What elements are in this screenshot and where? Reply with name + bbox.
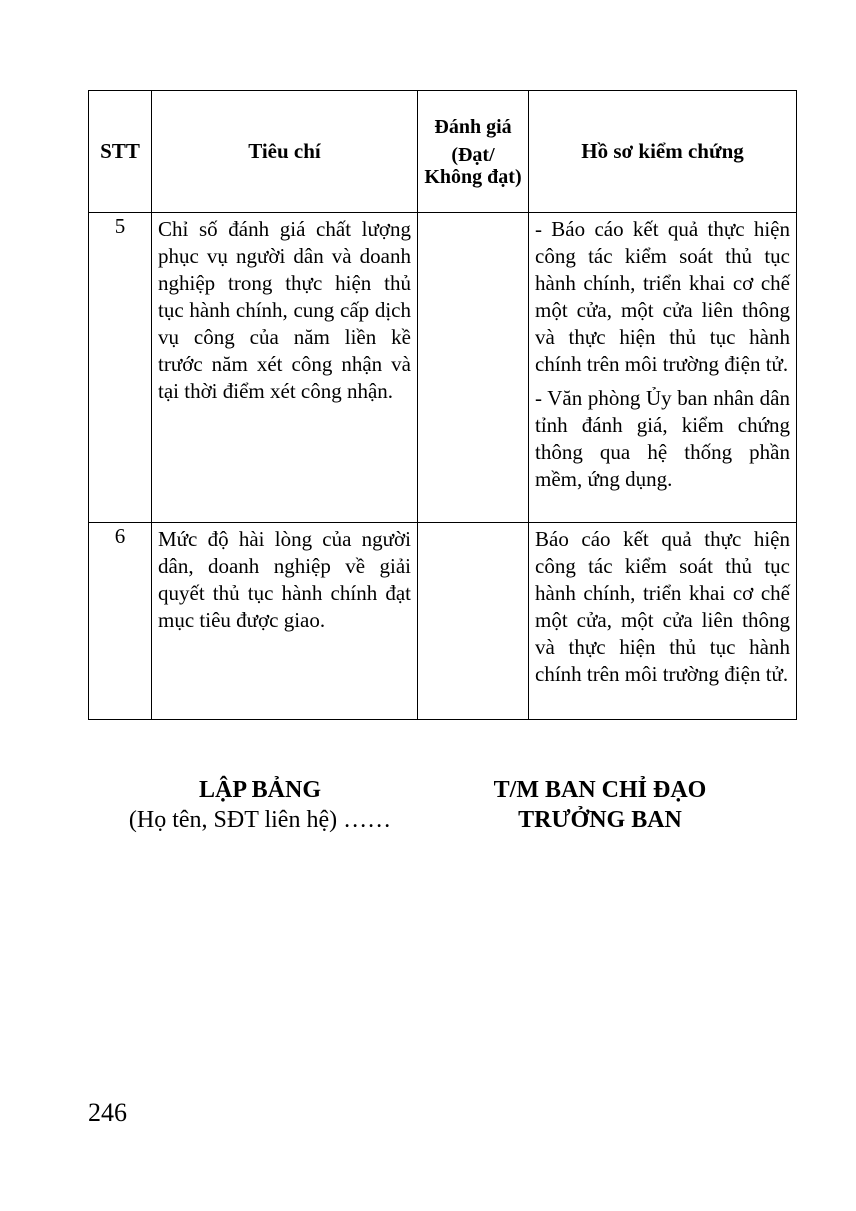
row-stt: 5 [89,213,152,523]
signature-left-title: LẬP BẢNG [198,777,321,803]
signature-right-title: T/M BAN CHỈ ĐẠO [493,777,707,803]
row-criteria: Chỉ số đánh giá chất lượng phục vụ người dân và doanh nghiệp trong thực hiện thủ tục hành chính, cung cấp dịch vụ công của năm liền kề trước năm xét công nhận và tại thời điểm xét công nhận. [152,213,418,523]
signature-right-subtitle: TRƯỞNG BAN [518,807,682,833]
header-evaluation-options: (Đạt/ Không đạt) [424,144,522,188]
table-row [89,523,797,720]
row-evidence [529,523,797,720]
row-stt: 6 [89,523,152,720]
row-criteria: Mức độ hài lòng của người dân, doanh nghiệp về giải quyết thủ tục hành chính đạt mục tiêu được giao. [152,523,418,720]
row-evaluation [418,213,529,523]
header-evaluation [418,91,529,213]
header-criteria: Tiêu chí [152,91,418,213]
header-evidence: Hồ sơ kiểm chứng [529,91,797,213]
evidence-item: - Văn phòng Ủy ban nhân dân tỉnh đánh giá, kiểm chứng thông qua hệ thống phần mềm, ứng dụng. [535,386,790,491]
header-evaluation-title: Đánh giá [434,116,512,138]
criteria-table [88,90,797,720]
table-header-row [89,91,797,213]
signature-prepared-by [100,775,420,835]
page-number: 246 [88,1098,127,1127]
signature-left-subtitle: (Họ tên, SĐT liên hệ) …… [128,807,392,833]
evidence-item: Báo cáo kết quả thực hiện công tác kiểm soát thủ tục hành chính, triển khai cơ chế một cửa, một cửa liên thông và thực hiện thủ tục hành chính trên môi trường điện tử. [535,527,790,686]
header-stt: STT [89,91,152,213]
table-row [89,213,797,523]
evidence-item: - Báo cáo kết quả thực hiện công tác kiểm soát thủ tục hành chính, triển khai cơ chế một cửa, một cửa liên thông và thực hiện thủ tục hành chính trên môi trường điện tử. [535,217,790,376]
row-evaluation [418,523,529,720]
row-evidence [529,213,797,523]
signature-steering-committee [450,775,750,835]
